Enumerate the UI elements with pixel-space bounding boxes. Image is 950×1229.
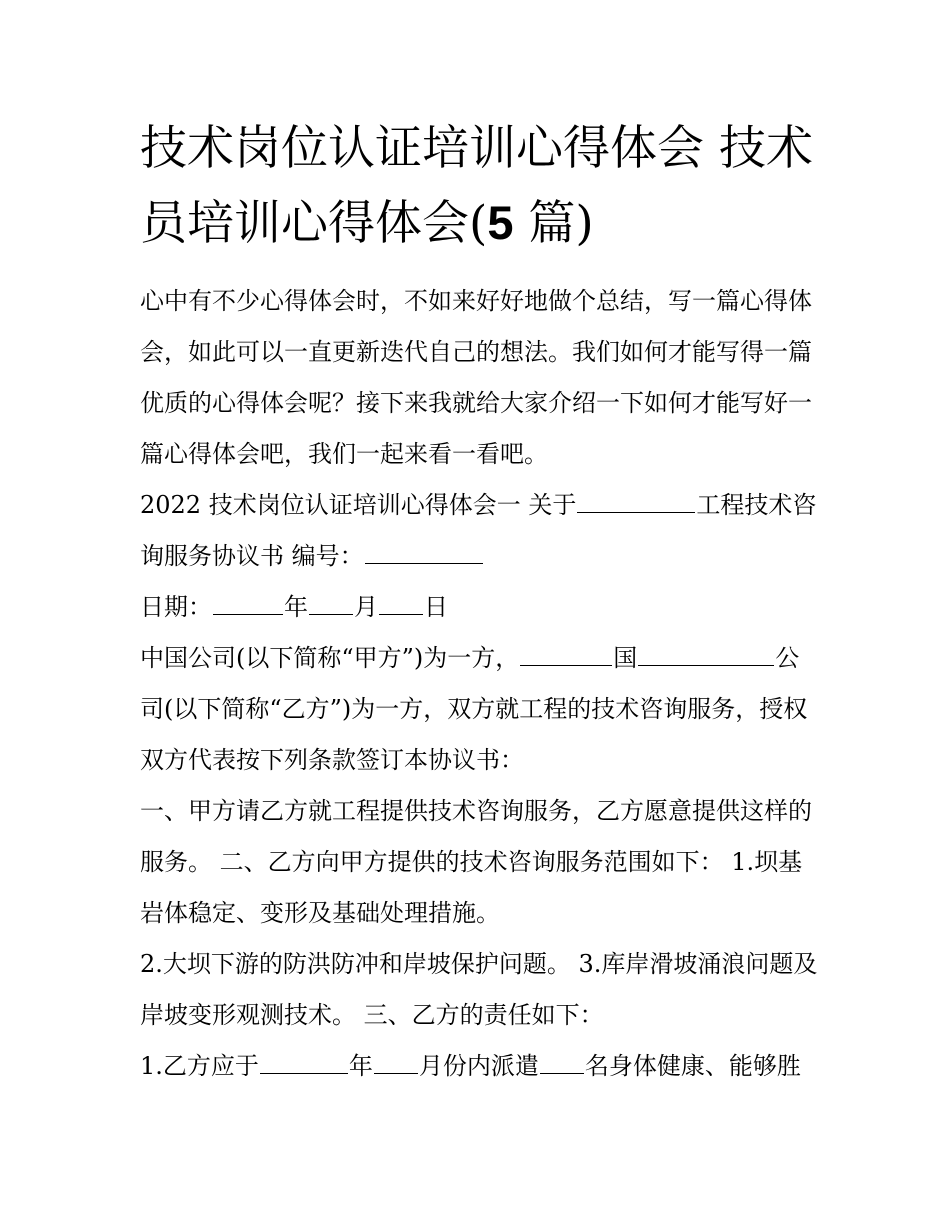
date-month-blank bbox=[309, 590, 353, 615]
clause-3-text-a: 1.乙方应于 bbox=[140, 1052, 259, 1080]
section-heading bbox=[140, 480, 820, 582]
party-intro-c: 公司(以下简称“乙方”)为一方，双方就工程的技术咨询服务，授权双方代表按下列条款签订本协议书： bbox=[140, 644, 808, 774]
date-day-blank bbox=[379, 590, 423, 615]
party-intro-a: 中国公司(以下简称“甲方”)为一方， bbox=[140, 644, 520, 672]
clause-3-text-c: 月份内派遣 bbox=[418, 1052, 539, 1080]
document-title bbox=[140, 112, 820, 261]
clause-2-paragraph: 2.大坝下游的防洪防冲和岸坡保护问题。 3.库岸滑坡涌浪问题及岸坡变形观测技术。 三、乙方的责任如下： bbox=[140, 950, 818, 1029]
party-intro-paragraph bbox=[140, 633, 820, 786]
title-text-end: 篇) bbox=[513, 196, 594, 251]
clause-3-text-d: 名身体健康、能够胜 bbox=[584, 1052, 801, 1080]
date-month-label: 月 bbox=[354, 593, 378, 621]
contract-number-blank bbox=[365, 539, 483, 564]
clause-3-text-b: 年 bbox=[348, 1052, 373, 1080]
clause-1-paragraph: 一、甲方请乙方就工程提供技术咨询服务，乙方愿意提供这样的服务。 二、乙方向甲方提供的技术咨询服务范围如下： 1.坝基岩体稳定、变形及基础处理措施。 bbox=[140, 797, 812, 927]
date-line bbox=[140, 582, 820, 633]
document-body bbox=[140, 276, 820, 1092]
date-year-blank bbox=[213, 590, 283, 615]
project-name-blank bbox=[577, 488, 695, 513]
section-heading-text: 2022 技术岗位认证培训心得体会一 关于 bbox=[140, 491, 577, 519]
title-text: 技术岗位认证培训心得体会 技术员培训心得体会( bbox=[140, 121, 813, 251]
intro-paragraph: 心中有不少心得体会时，不如来好好地做个总结，写一篇心得体会，如此可以一直更新迭代自己的想法。我们如何才能写得一篇优质的心得体会呢？接下来我就给大家介绍一下如何才能写好一篇心得体会吧，我们一起来看一看吧。 bbox=[140, 287, 812, 468]
clause-3-count-blank bbox=[540, 1049, 584, 1074]
date-label: 日期： bbox=[140, 593, 212, 621]
section-heading-tail: 工程技术咨询服务协议书 编号： bbox=[140, 491, 817, 570]
date-year-label: 年 bbox=[284, 593, 308, 621]
clause-3-year-blank bbox=[260, 1049, 348, 1074]
party-intro-b: 国 bbox=[613, 644, 638, 672]
date-day-label: 日 bbox=[424, 593, 448, 621]
country-blank bbox=[520, 641, 612, 666]
clause-3-month-blank bbox=[374, 1049, 418, 1074]
clause-3-paragraph bbox=[140, 1041, 820, 1092]
company-blank bbox=[638, 641, 774, 666]
title-number: 5 bbox=[487, 196, 514, 249]
